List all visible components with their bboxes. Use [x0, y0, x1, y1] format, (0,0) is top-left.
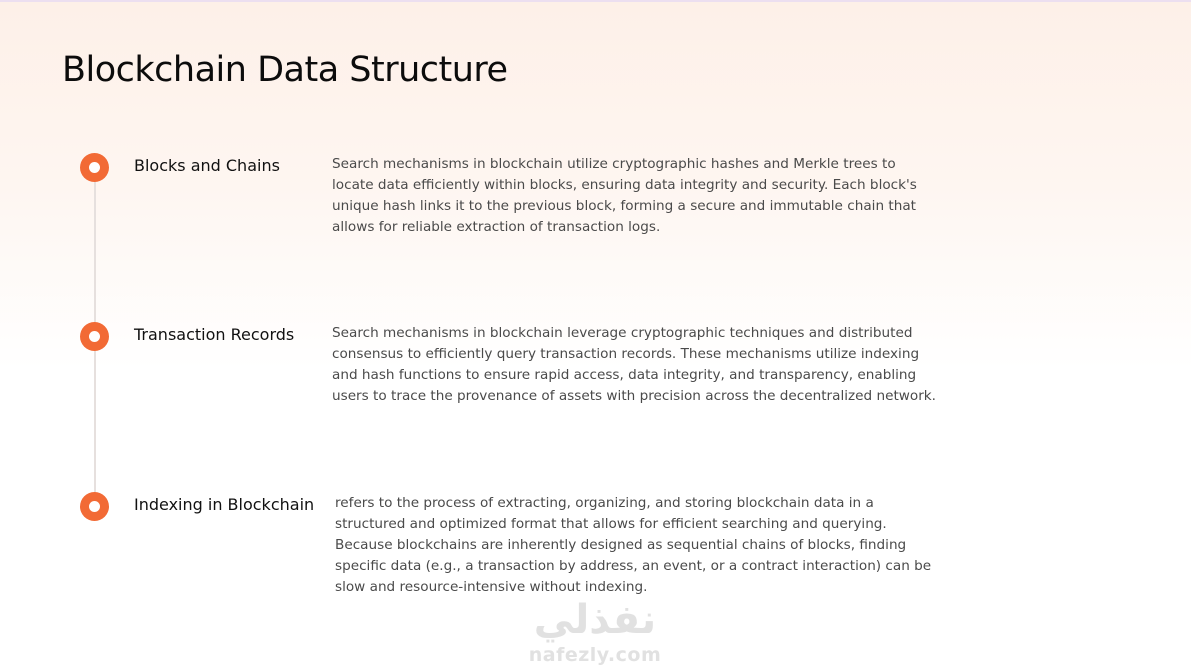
- item-title: Blocks and Chains: [134, 156, 280, 175]
- item-description: Search mechanisms in blockchain leverage cryptographic techniques and distributed consensus to efficiently query transaction records. These mechanisms utilize indexing and hash functions to ensure rapid access, data integrity, and transparency, enabling users to trace the provenance of assets with precision across the decentralized network.: [332, 325, 936, 404]
- timeline-dot-icon: [80, 153, 109, 182]
- item-title: Indexing in Blockchain: [134, 495, 315, 514]
- watermark-latin-text: nafezly.com: [528, 644, 662, 666]
- item-description: refers to the process of extracting, organizing, and storing blockchain data in a structured and optimized format that allows for efficient searching and querying. Because blockchains are inherently designed as sequential chains of blocks, finding specific data (e.g., a transaction by address, an event, or a contract interaction) can be slow and resource-intensive without indexing.: [335, 495, 932, 595]
- watermark-arabic-text: نفذلي: [533, 597, 657, 643]
- timeline-dot-icon: [80, 322, 109, 351]
- timeline-dot-icon: [80, 492, 109, 521]
- item-description: Search mechanisms in blockchain utilize cryptographic hashes and Merkle trees to locate data efficiently within blocks, ensuring data integrity and security. Each block's unique hash links it to the previous block, forming a secure and immutable chain that allows for reliable extraction of transaction logs.: [332, 156, 917, 235]
- watermark-logo: [520, 596, 670, 672]
- item-title: Transaction Records: [134, 325, 295, 344]
- top-border: [0, 0, 1191, 2]
- slide-title: Blockchain Data Structure: [62, 50, 508, 90]
